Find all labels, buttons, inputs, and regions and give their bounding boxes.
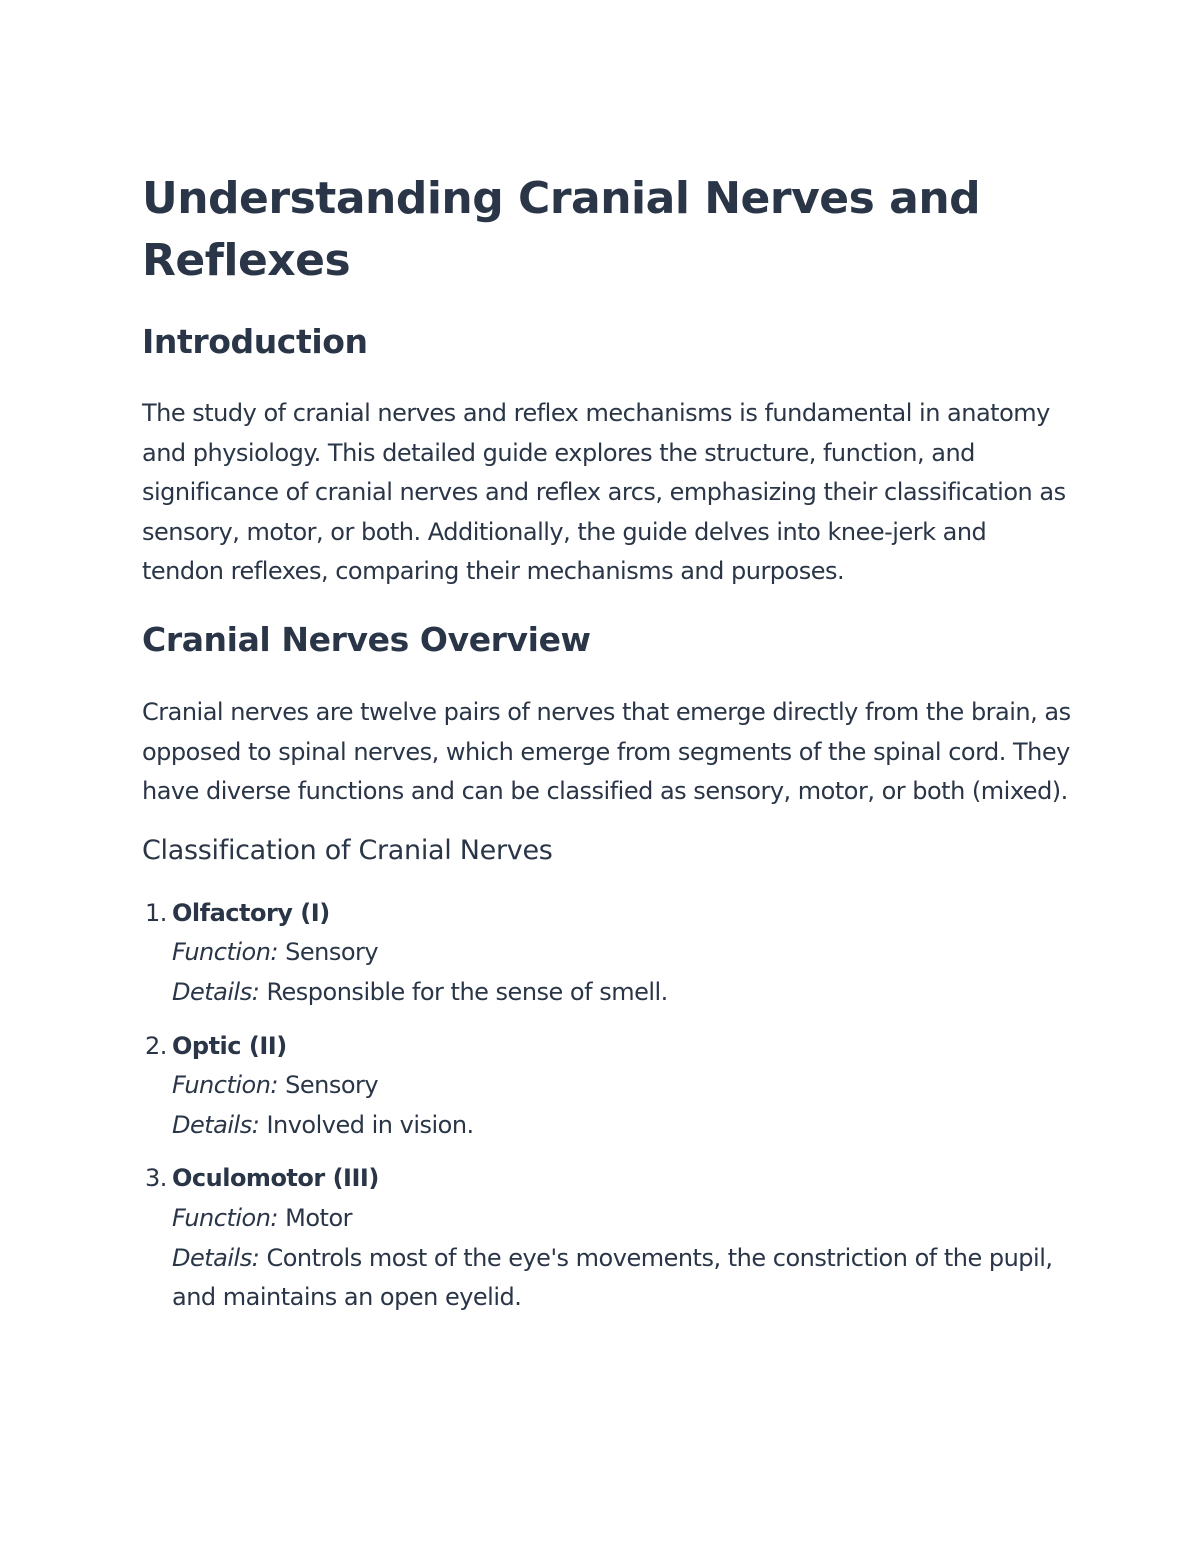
- list-item-number: 2.: [145, 1031, 167, 1060]
- list-item: [142, 894, 1072, 1013]
- document-title: Understanding Cranial Nerves and Reflexes: [142, 173, 981, 286]
- introduction-heading: Introduction: [142, 322, 368, 361]
- function-label: Function:: [172, 938, 279, 967]
- function-value: Sensory: [285, 1071, 379, 1100]
- list-item-number: 3.: [145, 1164, 167, 1193]
- nerve-name: Olfactory (I): [172, 898, 330, 927]
- document-page: [142, 168, 1072, 1332]
- details-value: Responsible for the sense of smell.: [266, 977, 668, 1006]
- details-label: Details:: [172, 977, 260, 1006]
- details-line: [172, 1239, 1072, 1318]
- nerve-name: Oculomotor (III): [172, 1164, 379, 1193]
- introduction-paragraph: The study of cranial nerves and reflex mechanisms is fundamental in anatomy and physiology. This detailed guide explores the structure, function, and significance of cranial nerves and reflex arcs, emphasizing their classification as sensory, motor, or both. Additionally, the guide delves into knee-jerk and tendon reflexes, comparing their mechanisms and purposes.: [142, 399, 1066, 586]
- nerve-name: Optic (II): [172, 1031, 287, 1060]
- details-value: Controls most of the eye's movements, the constriction of the pupil, and maintains an open eyelid.: [172, 1243, 1053, 1312]
- function-line: [172, 933, 1072, 973]
- function-line: [172, 1066, 1072, 1106]
- details-label: Details:: [172, 1110, 260, 1139]
- classification-heading: Classification of Cranial Nerves: [142, 834, 553, 866]
- details-line: [172, 1106, 1072, 1146]
- overview-paragraph: Cranial nerves are twelve pairs of nerves that emerge directly from the brain, as opposed to spinal nerves, which emerge from segments of the spinal cord. They have diverse functions and can be classified as sensory, motor, or both (mixed).: [142, 697, 1071, 806]
- function-label: Function:: [172, 1071, 279, 1100]
- function-value: Sensory: [285, 938, 379, 967]
- details-label: Details:: [172, 1243, 260, 1272]
- list-item-number: 1.: [145, 898, 167, 927]
- details-line: [172, 973, 1072, 1013]
- cranial-nerve-list: [142, 894, 1072, 1318]
- list-item: [142, 1159, 1072, 1317]
- function-label: Function:: [172, 1203, 279, 1232]
- overview-heading: Cranial Nerves Overview: [142, 619, 591, 659]
- function-value: Motor: [285, 1203, 353, 1232]
- function-line: [172, 1199, 1072, 1239]
- list-item: [142, 1027, 1072, 1146]
- details-value: Involved in vision.: [266, 1110, 474, 1139]
